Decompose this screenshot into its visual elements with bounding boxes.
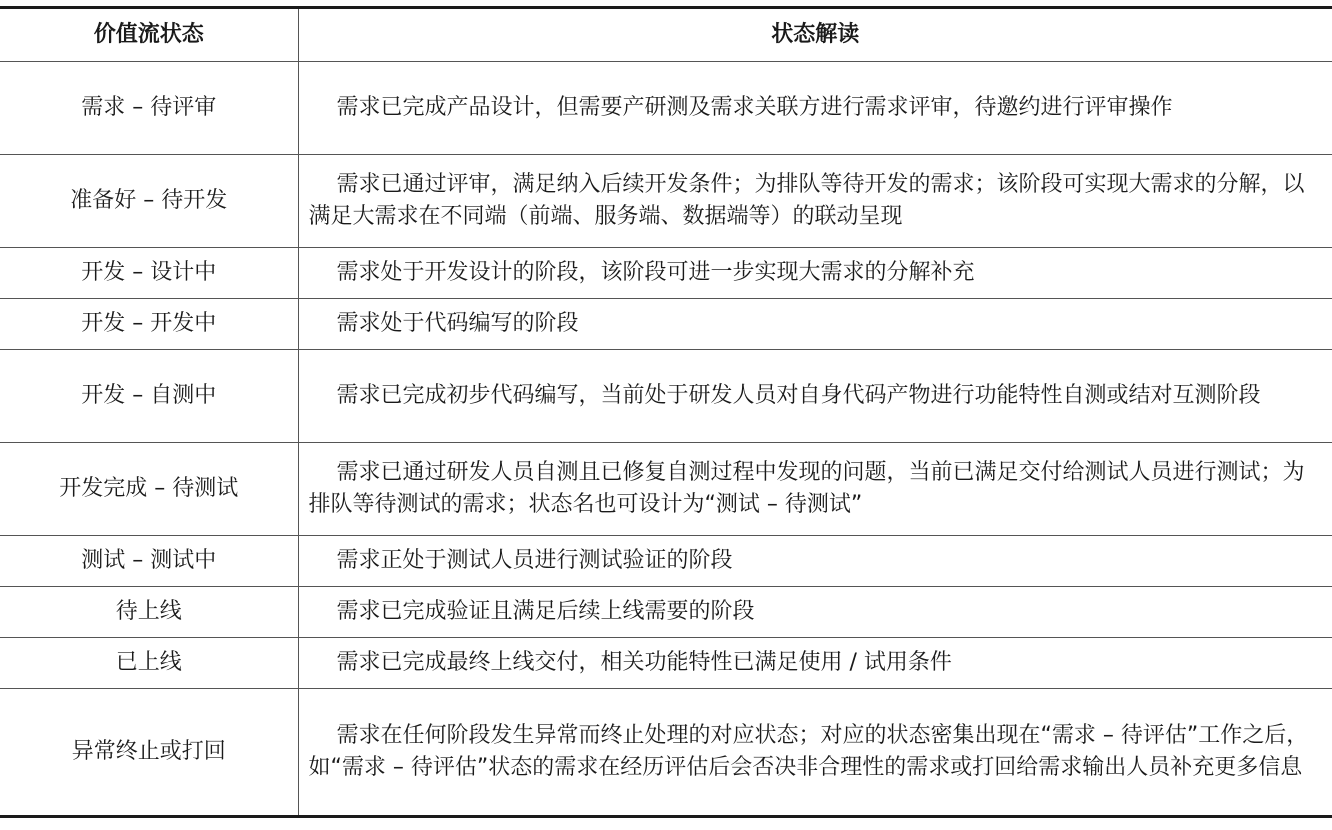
desc-text: 需求已完成最终上线交付，相关功能特性已满足使用 / 试用条件 — [336, 650, 952, 675]
desc-cell — [298, 536, 1332, 587]
state-cell: 已上线 — [0, 638, 298, 689]
table-header-row — [0, 8, 1332, 62]
state-cell: 开发 – 自测中 — [0, 350, 298, 443]
desc-text: 需求已完成初步代码编写，当前处于研发人员对自身代码产物进行功能特性自测或结对互测阶段 — [336, 383, 1261, 408]
desc-text: 需求处于代码编写的阶段 — [336, 311, 579, 336]
state-cell: 需求 – 待评审 — [0, 62, 298, 155]
desc-cell — [298, 587, 1332, 638]
table-row — [0, 248, 1332, 299]
table-row — [0, 299, 1332, 350]
state-cell: 测试 – 测试中 — [0, 536, 298, 587]
desc-cell — [298, 350, 1332, 443]
desc-cell — [298, 689, 1332, 817]
desc-cell — [298, 638, 1332, 689]
desc-text: 需求已完成验证且满足后续上线需要的阶段 — [336, 599, 755, 624]
status-table-wrapper — [0, 6, 1332, 818]
desc-cell — [298, 155, 1332, 248]
state-cell: 开发完成 – 待测试 — [0, 443, 298, 536]
header-status-interpretation: 状态解读 — [298, 8, 1332, 62]
table-row — [0, 443, 1332, 536]
desc-text: 需求已通过研发人员自测且已修复自测过程中发现的问题，当前已满足交付给测试人员进行测试；为排队等待测试的需求；状态名也可设计为“测试 – 待测试” — [308, 460, 1305, 517]
table-row — [0, 536, 1332, 587]
desc-text: 需求已通过评审，满足纳入后续开发条件；为排队等待开发的需求；该阶段可实现大需求的分解，以满足大需求在不同端（前端、服务端、数据端等）的联动呈现 — [308, 172, 1305, 229]
value-stream-status-table — [0, 6, 1332, 818]
state-cell: 异常终止或打回 — [0, 689, 298, 817]
desc-cell — [298, 299, 1332, 350]
table-row — [0, 155, 1332, 248]
table-row — [0, 587, 1332, 638]
desc-cell — [298, 248, 1332, 299]
state-cell: 开发 – 开发中 — [0, 299, 298, 350]
header-value-stream-status: 价值流状态 — [0, 8, 298, 62]
desc-text: 需求在任何阶段发生异常而终止处理的对应状态；对应的状态密集出现在“需求 – 待评估”工作之后，如“需求 – 待评估”状态的需求在经历评估后会否决非合理性的需求或打回给需求输出人员补充更多信息 — [308, 723, 1309, 780]
state-cell: 待上线 — [0, 587, 298, 638]
desc-text: 需求处于开发设计的阶段，该阶段可进一步实现大需求的分解补充 — [336, 260, 975, 285]
desc-cell — [298, 62, 1332, 155]
table-row — [0, 350, 1332, 443]
table-row — [0, 689, 1332, 817]
table-row — [0, 638, 1332, 689]
desc-text: 需求正处于测试人员进行测试验证的阶段 — [336, 548, 733, 573]
table-row — [0, 62, 1332, 155]
state-cell: 开发 – 设计中 — [0, 248, 298, 299]
desc-cell — [298, 443, 1332, 536]
desc-text: 需求已完成产品设计，但需要产研测及需求关联方进行需求评审，待邀约进行评审操作 — [336, 95, 1173, 120]
state-cell: 准备好 – 待开发 — [0, 155, 298, 248]
